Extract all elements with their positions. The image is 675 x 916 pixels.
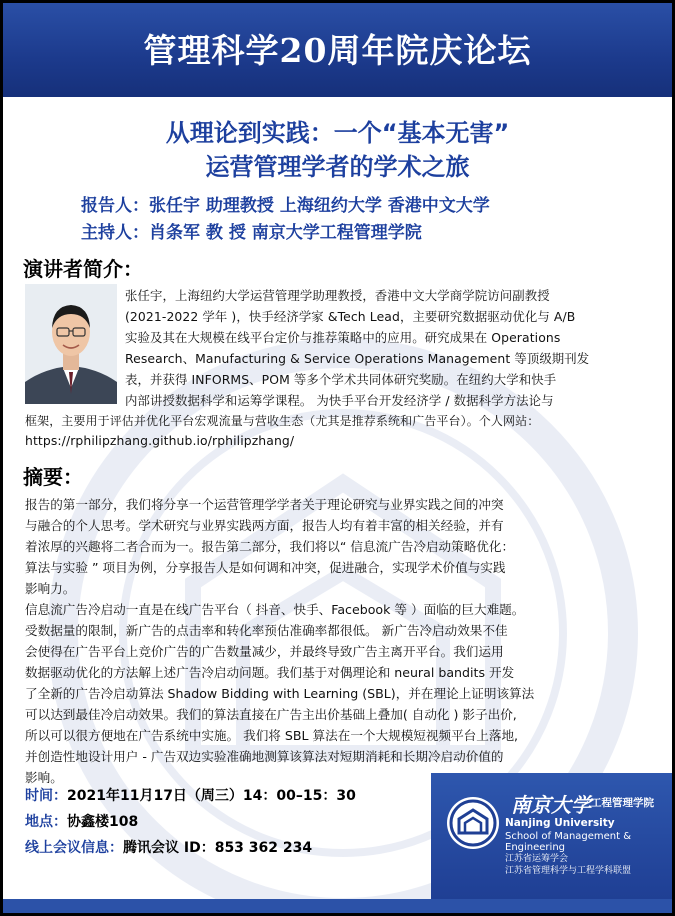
bio-line: 张任宇，上海纽约大学运营管理学助理教授，香港中文大学商学院访问副教授 [125, 288, 550, 303]
school-name-en: School of Management & Engineering [505, 831, 632, 853]
personal-website-link[interactable]: https://rphilipzhang.github.io/rphilipzhang/ [25, 433, 295, 448]
abstract-line: 可以达到最佳冷启动效果。我们的算法直接在广告主出价基础上叠加( 自动化 ) 影子出价, [25, 707, 517, 722]
online-row [25, 837, 312, 857]
abstract-line: 影响力。 [25, 581, 76, 596]
speaker-photo [25, 284, 117, 404]
host-line: 主持人：肖条军 教 授 南京大学工程管理学院 [81, 223, 422, 243]
abstract-line: 了全新的广告冷启动算法 Shadow Bidding with Learning (SBL)，并在理论上证明该算法 [25, 686, 535, 701]
header-banner [3, 3, 672, 97]
university-emblem-icon [445, 795, 501, 851]
place-value: 协鑫楼108 [67, 814, 139, 830]
abstract-line: 算法与实验 ” 项目为例，分享报告人是如何调和冲突，促进融合，实现学术价值与实践 [25, 560, 506, 575]
bio-line: 内部讲授数据科学和运筹学课程。 为快手平台开发经济学 / 数据科学方法论与 [125, 393, 554, 408]
bio-line: 框架，主要用于评估并优化平台宏观流量与营收生态（尤其是推荐系统和广告平台）。个人网站： [25, 414, 540, 428]
bio-line: 表，并获得 INFORMS、POM 等多个学术共同体研究奖励。在纽约大学和快手 [125, 372, 557, 387]
bio-line: 实验及其在大规模在线平台定价与推荐策略中的应用。研究成果在 Operations [125, 330, 561, 345]
footer-bar [3, 899, 672, 913]
bio-line: (2021-2022 学年 )，快手经济学家 &Tech Lead，主要研究数据驱动优化与 A/B [125, 309, 576, 324]
abstract-line: 数据驱动优化的方法解上述广告冷启动问题。我们基于对偶理论和 neural bandits 开发 [25, 665, 515, 680]
society-name-2: 江苏省管理科学与工程学科联盟 [505, 866, 632, 876]
place-label: 地点： [25, 814, 67, 830]
abstract-line: 信息流广告冷启动一直是在线广告平台（ 抖音、快手、Facebook 等 ）面临的巨大难题。 [25, 602, 525, 617]
poster-page [3, 3, 672, 913]
time-label: 时间： [25, 788, 67, 804]
bio-heading: 演讲者简介： [23, 257, 143, 281]
abstract-line: 着浓厚的兴趣将二者合而为一。报告第二部分，我们将以“ 信息流广告冷启动策略优化： [25, 539, 515, 554]
school-logo-block [431, 773, 672, 899]
school-name-cn: 工程管理学院 [591, 797, 654, 809]
abstract-line: 与融合的个人思考。学术研究与业界实践两方面，报告人均有着丰富的相关经验，并有 [25, 518, 504, 533]
abstract-heading: 摘要： [23, 465, 83, 489]
talk-title-line2: 运营管理学者的学术之旅 [205, 153, 470, 181]
abstract-line: 报告的第一部分，我们将分享一个运营管理学学者关于理论研究与业界实践之间的冲突 [25, 497, 504, 512]
place-row [25, 811, 138, 831]
time-value: 2021年11月17日（周三）14：00–15：30 [67, 788, 356, 804]
abstract-line: 会使得在广告平台上竞价广告的广告数量减少，并最终导致广告主离开平台。我们运用 [25, 644, 504, 659]
abstract-line: 并创造性地设计用户 - 广告双边实验准确地测算该算法对短期消耗和长期冷启动价值的 [25, 749, 504, 764]
online-meeting-id: 腾讯会议 ID：853 362 234 [123, 840, 313, 856]
online-label: 线上会议信息： [25, 840, 123, 856]
bio-line: Research、Manufacturing & Service Operations Management 等顶级期刊发 [125, 351, 590, 366]
university-name-cn: 南京大学 [511, 793, 591, 817]
time-row [25, 785, 356, 805]
abstract-line: 受数据量的限制，新广告的点击率和转化率预估准确率都很低。 新广告冷启动效果不佳 [25, 623, 508, 638]
speaker-line: 报告人：张任宇 助理教授 上海纽约大学 香港中文大学 [81, 196, 490, 216]
society-name-1: 江苏省运筹学会 [505, 854, 569, 864]
abstract-line: 所以可以很方便地在广告系统中实施。 我们将 SBL 算法在一个大规模短视频平台上落地, [25, 728, 519, 743]
abstract-line: 影响。 [25, 770, 63, 785]
university-name-en: Nanjing University [505, 817, 615, 829]
talk-title-line1: 从理论到实践：一个“基本无害” [165, 119, 510, 147]
forum-title: 管理科学20周年院庆论坛 [143, 31, 532, 70]
